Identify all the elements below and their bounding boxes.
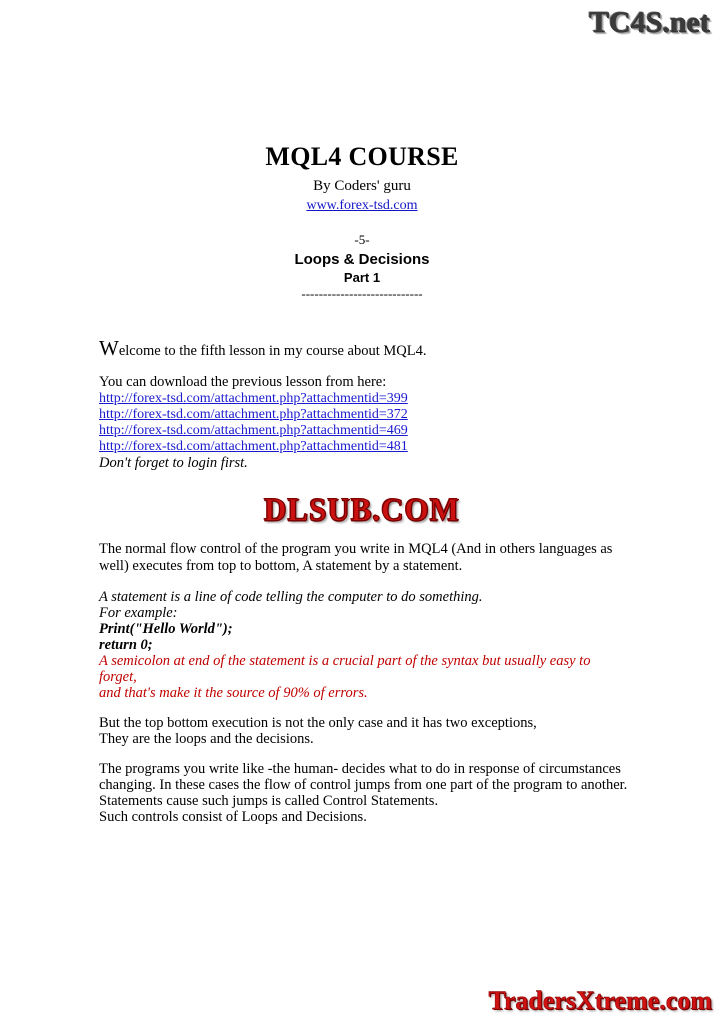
code-line-print: Print("Hello World"); [99, 621, 233, 637]
paragraph-control-statements [99, 761, 629, 825]
attachment-link-2[interactable]: http://forex-tsd.com/attachment.php?attachmentid=372 [99, 407, 408, 422]
exceptions-line-1: But the top bottom execution is not the only case and it has two exceptions, [99, 715, 537, 731]
control-line-3: Statements cause such jumps is called Control Statements. [99, 793, 439, 809]
document-author: By Coders' guru [313, 178, 411, 194]
page-title: MQL4 COURSE [265, 142, 459, 171]
attachment-link-4[interactable]: http://forex-tsd.com/attachment.php?attachmentid=481 [99, 439, 408, 454]
paragraph-intro [99, 336, 629, 360]
semicolon-note-line-2: and that's make it the source of 90% of errors. [99, 685, 368, 701]
example-label: For example: [99, 605, 178, 621]
statement-definition: A statement is a line of code telling the computer to do something. [99, 589, 483, 605]
paragraph-statement-definition [99, 589, 629, 701]
attachment-link-1[interactable]: http://forex-tsd.com/attachment.php?attachmentid=399 [99, 391, 408, 406]
watermark-bottom-right: TradersXtreme.com [488, 986, 712, 1015]
intro-text: elcome to the fifth lesson in my course about MQL4. [118, 343, 427, 359]
site-link[interactable] [0, 198, 724, 214]
paragraph-exceptions [99, 715, 629, 747]
body-text [99, 336, 629, 839]
paragraph-download-intro: You can download the previous lesson from here: [99, 374, 387, 390]
site-link-anchor[interactable]: www.forex-tsd.com [306, 198, 418, 213]
paragraph-flow-control: The normal flow control of the program you write in MQL4 (And in others languages as well) executes from top to bottom, A statement by a statement. [99, 541, 613, 574]
semicolon-note-line-1: A semicolon at end of the statement is a crucial part of the syntax but usually easy to forget, [99, 653, 591, 685]
control-line-1: The programs you write like -the human- decides what to do in response of circumstances [99, 761, 621, 777]
lesson-part: Part 1 [343, 270, 381, 285]
code-line-return: return 0; [99, 637, 153, 653]
lesson-name: Loops & Decisions [294, 251, 430, 268]
exceptions-line-2: They are the loops and the decisions. [99, 731, 314, 747]
login-note: Don't forget to login first. [99, 455, 248, 471]
lesson-divider: ---------------------------- [301, 286, 423, 301]
attachment-link-3[interactable]: http://forex-tsd.com/attachment.php?attachmentid=469 [99, 423, 408, 438]
title-block [0, 142, 724, 214]
watermark-top-right: TC4S.net [589, 6, 710, 39]
intro-dropcap: W [99, 336, 119, 360]
control-line-4: Such controls consist of Loops and Decisions. [99, 809, 367, 825]
control-line-2: changing. In these cases the flow of control jumps from one part of the program to another. [99, 777, 628, 793]
lesson-block [0, 232, 724, 302]
link-list [99, 391, 629, 471]
lesson-number: -5- [354, 232, 370, 247]
watermark-middle: DLSUB.COM [264, 491, 460, 528]
